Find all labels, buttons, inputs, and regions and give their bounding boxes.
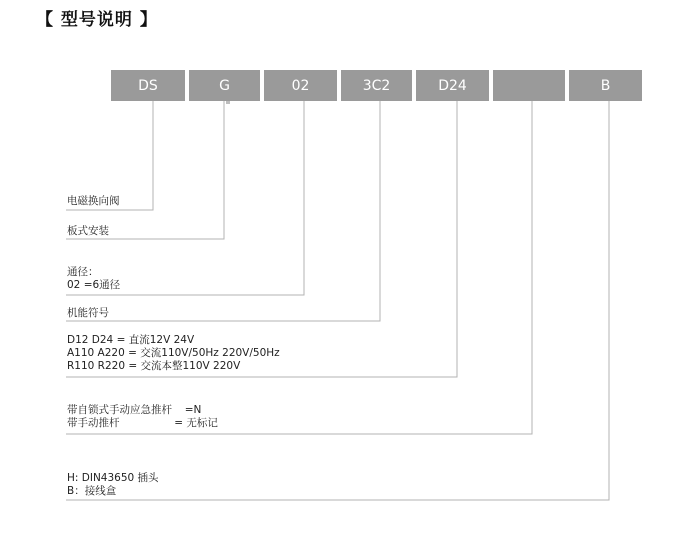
desc-size-label: 通径： bbox=[67, 266, 99, 278]
voltage-text: 直流12V 24V bbox=[128, 334, 195, 346]
desc-series: 电磁换向阀 bbox=[67, 195, 120, 207]
voltage-code: D12 D24 = bbox=[67, 334, 126, 346]
segment-function: 3C2 bbox=[341, 70, 412, 101]
desc-function: 机能符号 bbox=[67, 307, 109, 319]
desc-size-value: 02 =6通径 bbox=[67, 279, 121, 291]
segment-voltage: D24 bbox=[416, 70, 489, 101]
segment-mounting: G bbox=[189, 70, 260, 101]
desc-mounting: 板式安装 bbox=[67, 225, 109, 237]
override-row-detent bbox=[67, 404, 218, 417]
connector-row-din: H: DIN43650 插头 bbox=[67, 472, 159, 484]
connector-row-box: B：接线盒 bbox=[67, 485, 117, 497]
leader-line-connector bbox=[66, 101, 609, 500]
voltage-text: 交流本整110V 220V bbox=[140, 360, 241, 372]
segment-connector: B bbox=[569, 70, 642, 101]
override-label: 带手动推杆 bbox=[67, 417, 120, 429]
leader-line-mounting bbox=[66, 101, 224, 239]
override-label: 带自锁式手动应急推杆 bbox=[67, 404, 172, 416]
desc-connector bbox=[67, 472, 159, 498]
override-value: =N bbox=[184, 404, 202, 416]
segment-series: DS bbox=[111, 70, 185, 101]
desc-size bbox=[67, 266, 120, 292]
segment-size: 02 bbox=[264, 70, 337, 101]
voltage-text: 交流110V/50Hz 220V/50Hz bbox=[140, 347, 280, 359]
leader-line-series bbox=[66, 101, 153, 210]
voltage-code: A110 A220 = bbox=[67, 347, 137, 359]
voltage-row-rectified bbox=[67, 360, 280, 373]
leader-line-manual-override bbox=[66, 101, 532, 434]
voltage-row-ac bbox=[67, 347, 280, 360]
desc-manual-override bbox=[67, 404, 218, 430]
desc-voltage bbox=[67, 334, 280, 373]
override-row-push bbox=[67, 417, 218, 430]
voltage-row-dc bbox=[67, 334, 280, 347]
voltage-code: R110 R220 = bbox=[67, 360, 138, 372]
page-title: 【 型号说明 】 bbox=[36, 10, 158, 30]
override-value: = 无标记 bbox=[174, 417, 218, 429]
